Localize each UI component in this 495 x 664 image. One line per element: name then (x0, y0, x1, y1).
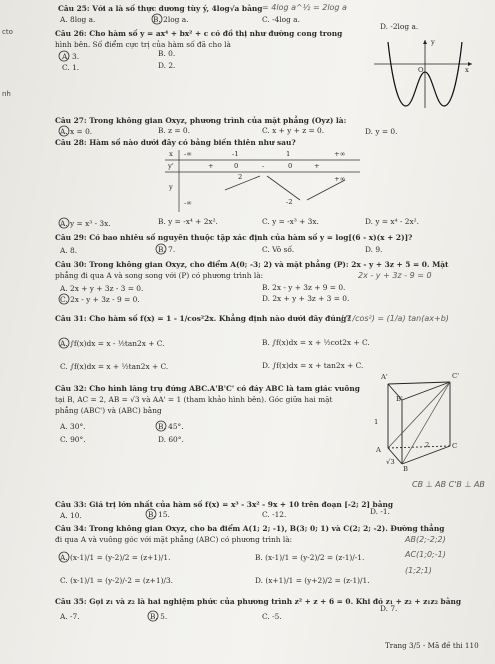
q29-stem: Câu 29: Có bao nhiêu số nguyên thuộc tập xác định của hàm số y = log[(6 - x)(x + 2)]? (55, 233, 413, 242)
q25-option-d[interactable]: D. -2log a. (380, 22, 419, 31)
q32-stem: Câu 32: Cho hình lăng trụ đứng ABC.A'B'C' có đáy ABC là tam giác vuông (55, 384, 360, 393)
q26-origin: O (418, 66, 424, 74)
q28-y0: -∞ (184, 199, 192, 207)
q32-label-c1: C' (452, 372, 460, 380)
page-footer: Trang 3/5 - Mã đề thi 110 (385, 641, 479, 650)
q30-stem: Câu 30: Trong không gian Oxyz, cho điểm A(0; -3; 2) và mặt phẳng (P): 2x - y + 3z + 5 = 0. Mặt (55, 260, 449, 269)
q28-table-x2: 1 (286, 150, 291, 158)
q33-stem: Câu 33: Giá trị lớn nhất của hàm số f(x) = x³ - 3x² - 9x + 10 trên đoạn [-2; 2] bằng (55, 500, 394, 509)
q28-sign-1: 0 (234, 162, 239, 170)
q35-option-b[interactable]: B. 5. (150, 612, 168, 621)
q32-option-c[interactable]: C. 90°. (60, 435, 86, 444)
q31-note: ∫(1/cos²) = (1/a) tan(ax+b) (340, 314, 449, 323)
q25-option-c[interactable]: C. -4log a. (262, 15, 300, 24)
q33-option-b[interactable]: B. 15. (148, 510, 170, 519)
q28-option-d[interactable]: D. y = x⁴ - 2x². (365, 217, 419, 226)
q30-option-c[interactable]: C. 2x - y + 3z - 9 = 0. (60, 295, 140, 304)
q33-option-a[interactable]: A. 10. (60, 511, 82, 520)
q25-option-b[interactable]: B. 2log a. (153, 15, 189, 24)
q32-label-a: A (376, 446, 381, 454)
q25-option-a[interactable]: A. 8log a. (60, 15, 96, 24)
q34-option-a[interactable]: A. (x-1)/1 = (y-2)/2 = (z+1)/1. (60, 553, 171, 562)
q26-option-d[interactable]: D. 2. (158, 61, 176, 70)
q28-table-yp: y' (168, 162, 174, 170)
q34-note2: AC(1;0;-1) (405, 550, 446, 559)
q29-option-b[interactable]: B. 7. (158, 245, 176, 254)
q27-option-c[interactable]: C. x + y + z = 0. (262, 126, 325, 135)
q31-option-b[interactable]: B. ∫f(x)dx = x + ½cot2x + C. (262, 338, 370, 347)
q31-option-d[interactable]: D. ∫f(x)dx = x + tan2x + C. (262, 361, 364, 370)
q27-option-a[interactable]: A. x = 0. (60, 127, 93, 136)
q28-y1: 2 (238, 173, 243, 181)
q28-table-y: y (169, 183, 173, 191)
q31-option-a[interactable]: A. ∫f(x)dx = x - ½tan2x + C. (60, 339, 165, 348)
q28-sign-3: 0 (288, 162, 293, 170)
q33-option-d[interactable]: D. -1. (370, 507, 390, 516)
q34-stem2: đi qua A và vuông góc với mặt phẳng (ABC) có phương trình là: (55, 535, 293, 544)
q32-label-two: 2 (425, 441, 430, 449)
q31-option-c[interactable]: C. ∫f(x)dx = x + ½tan2x + C. (60, 362, 169, 371)
q33-option-c[interactable]: C. -12. (262, 510, 287, 519)
q34-note3: (1;2;1) (405, 566, 432, 575)
q26-stem: Câu 26: Cho hàm số y = ax⁴ + bx² + c có đồ thị như đường cong trong (55, 29, 343, 38)
q29-option-a[interactable]: A. 8. (60, 246, 78, 255)
q32-label-one: 1 (374, 418, 379, 426)
q28-stem: Câu 28: Hàm số nào dưới đây có bảng biến thiên như sau? (55, 138, 296, 147)
q28-table-x3: +∞ (334, 150, 346, 158)
q28-table-x1: -1 (232, 150, 239, 158)
q27-stem: Câu 27: Trong không gian Oxyz, phương trình của mặt phẳng (Oyz) là: (55, 116, 347, 125)
q26-stem2: hình bên. Số điểm cực trị của hàm số đã cho là (55, 40, 231, 49)
margin-text: cto (2, 28, 13, 36)
q34-option-d[interactable]: D. (x+1)/1 = (y+2)/2 = (z-1)/1. (255, 576, 370, 585)
q28-y3: +∞ (334, 175, 346, 183)
q28-sign-0: + (208, 162, 214, 170)
q28-table-x: x (169, 150, 173, 158)
q35-option-c[interactable]: C. -5. (262, 612, 282, 621)
q30-option-a[interactable]: A. 2x + y + 3z - 3 = 0. (60, 284, 144, 293)
q32-label-b: B (403, 465, 408, 473)
q30-option-b[interactable]: B. 2x - y + 3z + 9 = 0. (262, 283, 346, 292)
q30-stem2: phẳng đi qua A và song song với (P) có phương trình là: (55, 271, 264, 280)
q30-option-d[interactable]: D. 2x + y + 3z + 3 = 0. (262, 294, 350, 303)
margin-text: nh (2, 90, 11, 98)
q28-option-a[interactable]: A. y = x³ - 3x. (60, 219, 111, 228)
q28-option-c[interactable]: C. y = -x³ + 3x. (262, 217, 319, 226)
q26-axis-y: y (431, 38, 435, 46)
q26-option-b[interactable]: B. 0. (158, 49, 176, 58)
q34-option-c[interactable]: C. (x-1)/1 = (y-2)/-2 = (z+1)/3. (60, 576, 173, 585)
q32-stem3: phẳng (ABC') và (ABC) bằng (55, 406, 162, 415)
q26-axis-x: x (465, 66, 469, 74)
q34-stem: Câu 34: Trong không gian Oxyz, cho ba điểm A(1; 2; -1), B(3; 0; 1) và C(2; 2; -2). Đường thẳng (55, 524, 445, 533)
q25-stem: Câu 25: Với a là số thực dương tùy ý, 4log√a bằng (58, 4, 263, 13)
q32-label-c: C (452, 442, 458, 450)
q32-stem2: tại B, AC = 2, AB = √3 và AA' = 1 (tham khảo hình bên). Góc giữa hai mặt (55, 395, 333, 404)
q27-option-b[interactable]: B. z = 0. (158, 126, 190, 135)
q35-option-d[interactable]: D. 7. (380, 604, 398, 613)
q29-option-c[interactable]: C. Vô số. (262, 245, 295, 254)
q28-option-b[interactable]: B. y = -x⁴ + 2x². (158, 217, 218, 226)
q32-label-root3: √3 (386, 458, 395, 466)
q25-note: = 4log a^½ = 2log a (262, 3, 347, 12)
q35-option-a[interactable]: A. -7. (60, 612, 80, 621)
q26-option-a[interactable]: A. 3. (62, 52, 80, 61)
q34-option-b[interactable]: B. (x-1)/1 = (y-2)/2 = (z-1)/-1. (255, 553, 365, 562)
q28-y2: -2 (286, 198, 293, 206)
q34-note1: AB(2;-2;2) (405, 535, 446, 544)
q32-option-b[interactable]: B. 45°. (158, 422, 184, 431)
q32-label-b1: B' (396, 395, 403, 403)
q35-stem: Câu 35: Gọi z₁ và z₂ là hai nghiệm phức của phương trình z² + z + 6 = 0. Khi đó z₁ + z₂ + z₁z₂ bằng (55, 597, 462, 606)
q28-table-x0: -∞ (184, 150, 192, 158)
q32-option-a[interactable]: A. 30°. (60, 422, 86, 431)
q28-sign-2: - (262, 162, 265, 170)
q29-option-d[interactable]: D. 9. (365, 245, 383, 254)
q30-note: 2x - y + 3z - 9 = 0 (358, 271, 432, 280)
q31-stem: Câu 31: Cho hàm số f(x) = 1 - 1/cos²2x. Khẳng định nào dưới đây đúng? (55, 314, 351, 323)
q32-label-a1: A' (381, 373, 388, 381)
q27-option-d[interactable]: D. y = 0. (365, 127, 398, 136)
q28-sign-4: + (314, 162, 320, 170)
q32-option-d[interactable]: D. 60°. (158, 435, 184, 444)
q26-option-c[interactable]: C. 1. (62, 63, 80, 72)
q32-note: CB ⊥ AB C'B ⊥ AB (412, 480, 485, 489)
